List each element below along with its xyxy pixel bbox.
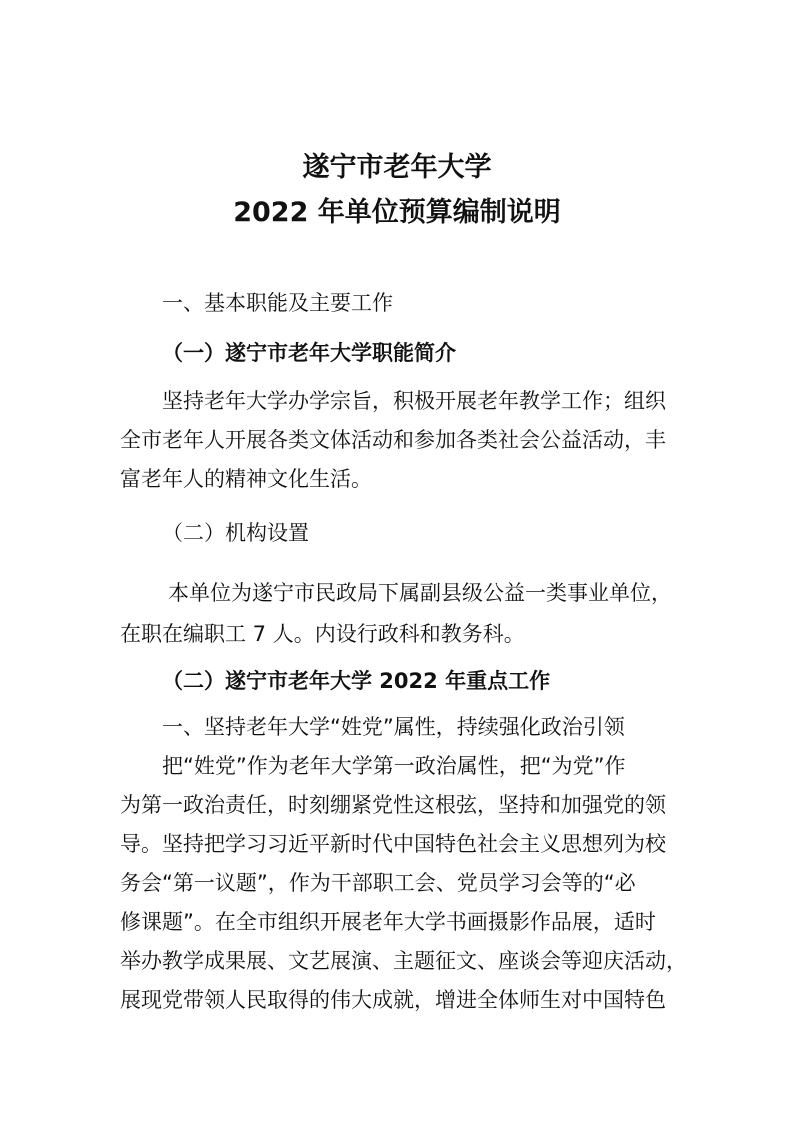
paragraph-line: 本单位为遂宁市民政局下属副县级公益一类事业单位， [168, 581, 672, 605]
paragraph-line: 务会“第一议题”，作为干部职工会、党员学习会等的“必 [120, 871, 636, 895]
document-title-line-2: 2022 年单位预算编制说明 [233, 197, 561, 228]
paragraph-line: 富老年人的精神文化生活。 [120, 467, 372, 491]
paragraph-line: 导。坚持把学习习近平新时代中国特色社会主义思想列为校 [120, 832, 666, 856]
paragraph-line: 展现党带领人民取得的伟大成就，增进全体师生对中国特色 [120, 988, 666, 1012]
subsection-3-heading: （二）遂宁市老年大学 2022 年重点工作 [162, 669, 551, 693]
paragraph-line: 在职在编职工 7 人。内设行政科和教务科。 [120, 622, 525, 646]
point-1-heading: 一、坚持老年大学“姓党”属性，持续强化政治引领 [162, 715, 625, 739]
paragraph-line: 修课题”。在全市组织开展老年大学书画摄影作品展，适时 [120, 910, 656, 934]
subsection-2-heading: （二）机构设置 [162, 521, 309, 545]
paragraph-line: 为第一政治责任，时刻绷紧党性这根弦，坚持和加强党的领 [120, 793, 666, 817]
paragraph-line: 举办教学成果展、文艺展演、主题征文、座谈会等迎庆活动， [120, 949, 687, 973]
document-title-line-1: 遂宁市老年大学 [302, 152, 492, 183]
paragraph-line: 全市老年人开展各类文体活动和参加各类社会公益活动，丰 [120, 428, 666, 452]
section-1-heading: 一、基本职能及主要工作 [162, 291, 393, 315]
subsection-1-heading: （一）遂宁市老年大学职能简介 [162, 341, 456, 365]
paragraph-line: 坚持老年大学办学宗旨，积极开展老年教学工作；组织 [162, 389, 666, 413]
paragraph-line: 把“姓党”作为老年大学第一政治属性，把“为党”作 [162, 754, 626, 778]
